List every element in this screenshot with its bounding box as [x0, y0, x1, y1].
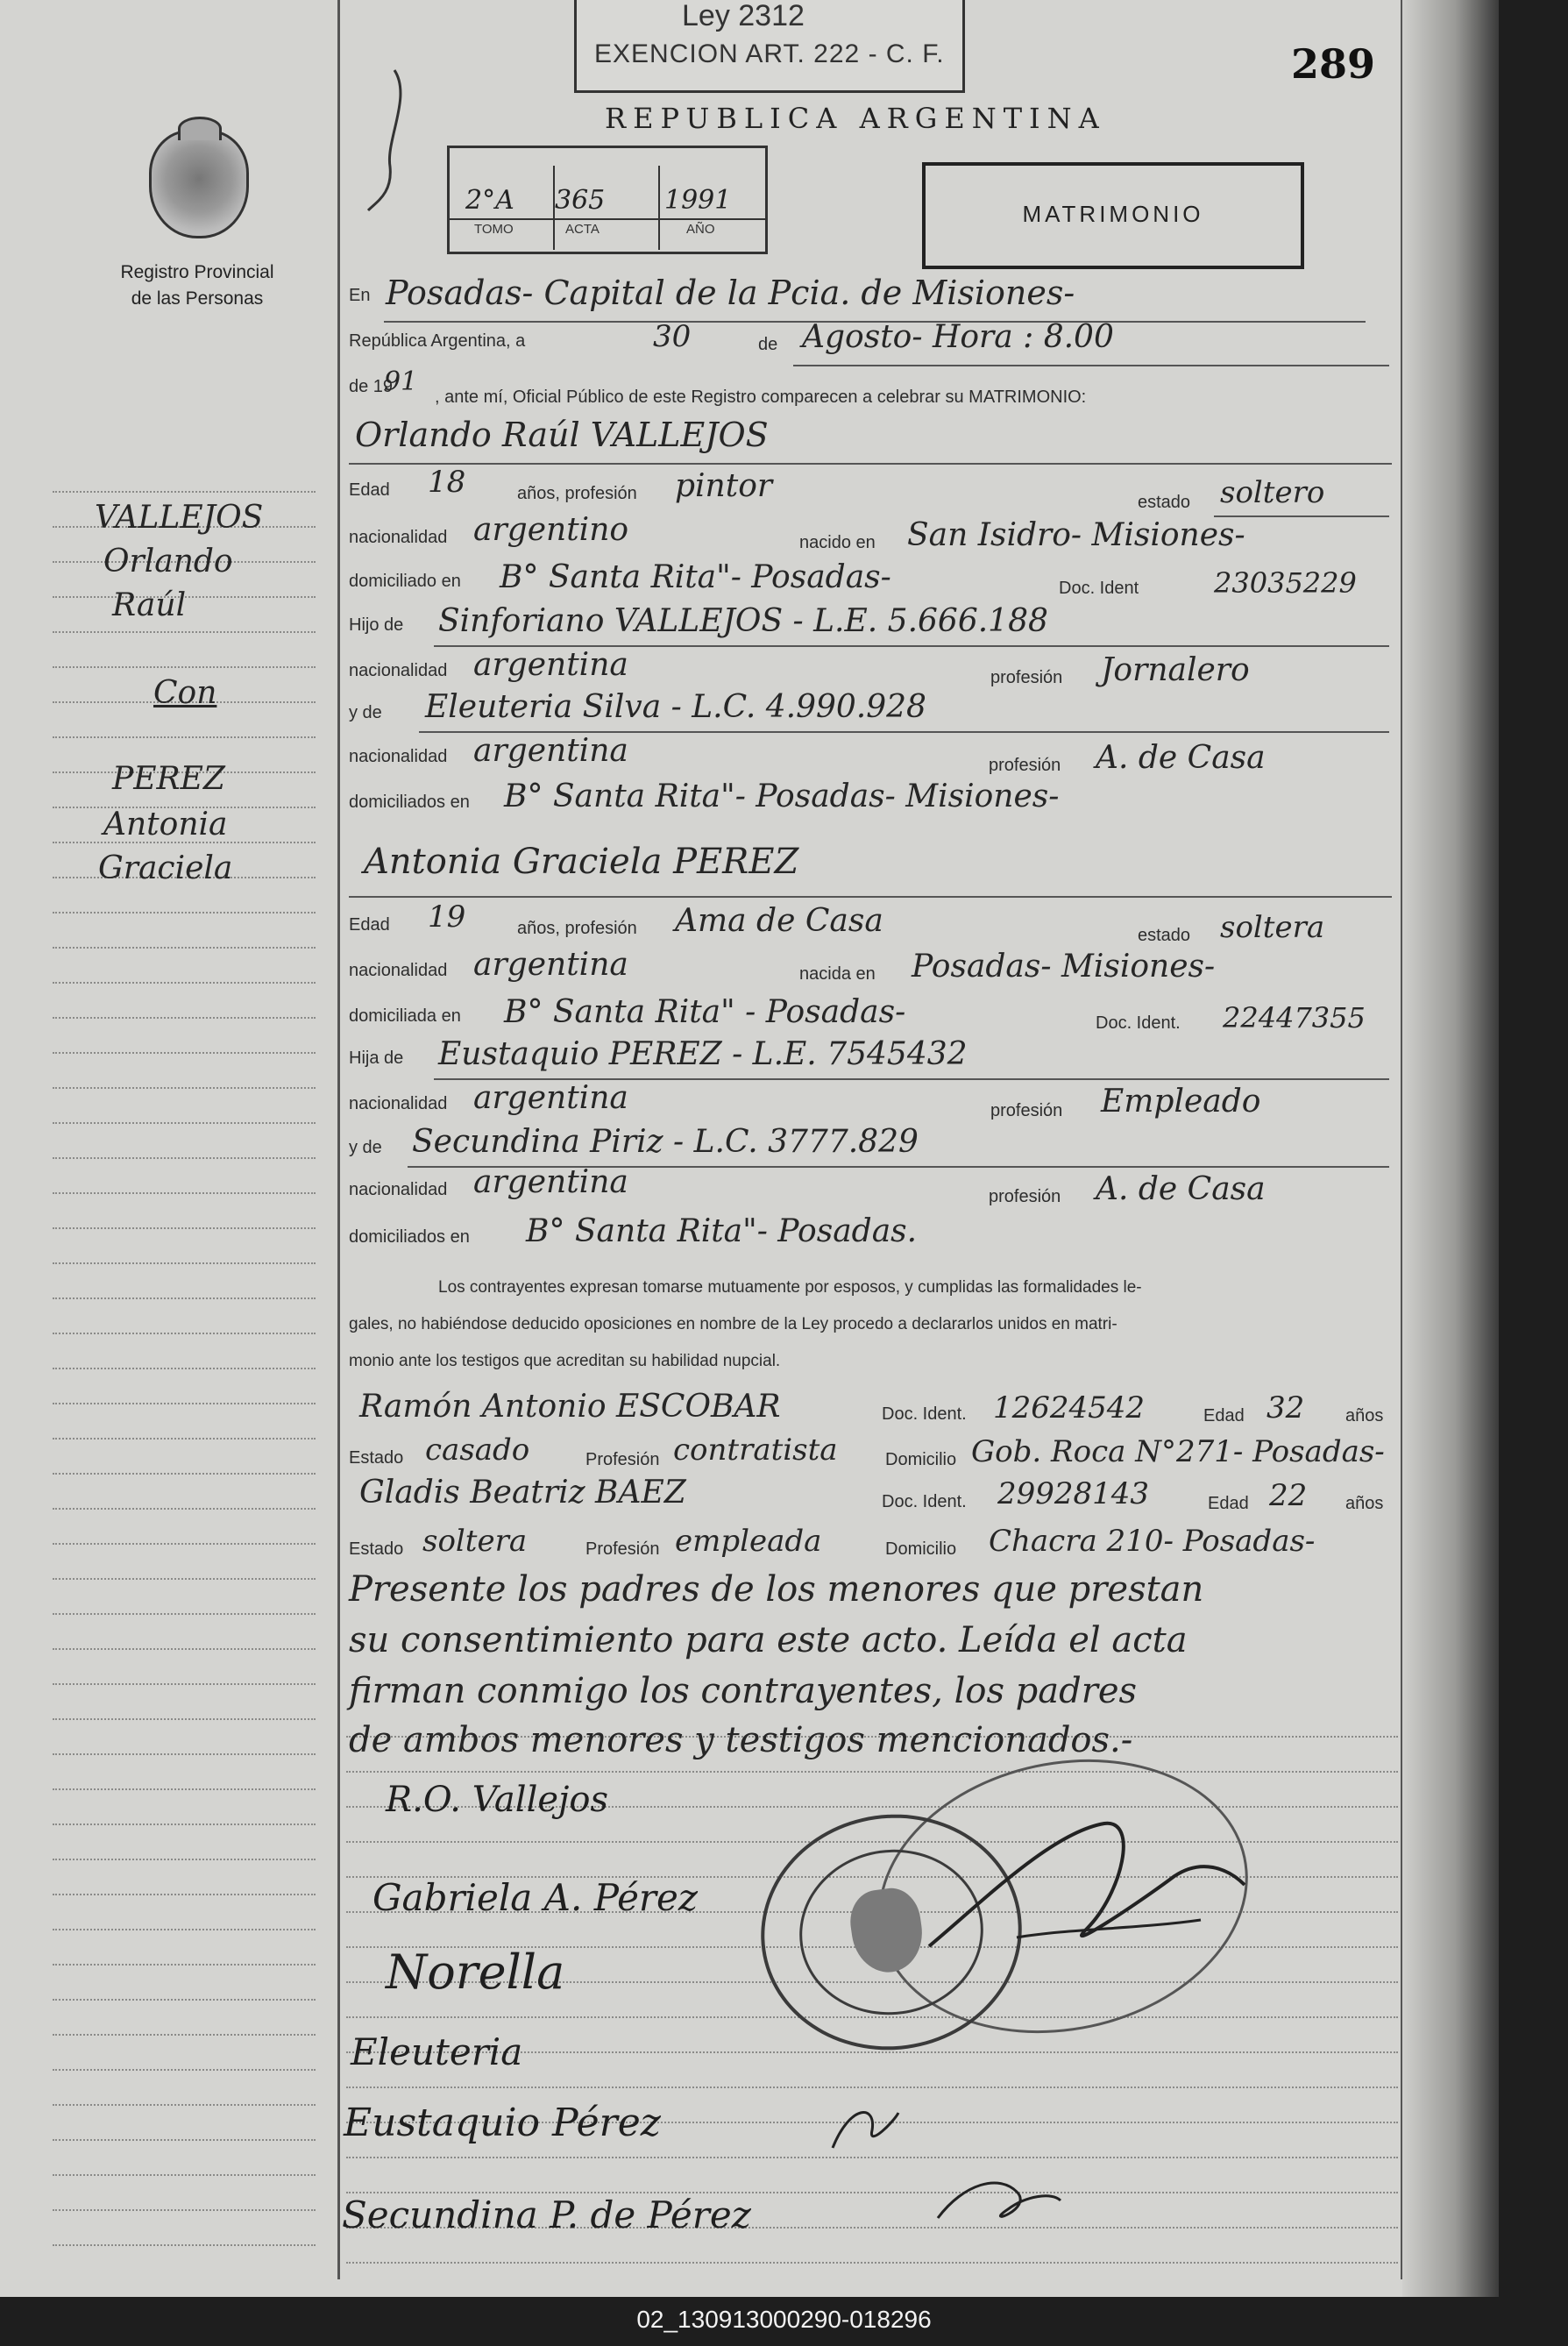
notes-line-1: Presente los padres de los menores que prestan: [349, 1569, 1204, 1610]
bride-doc: 22447355: [1223, 1001, 1366, 1034]
signature-groom: R.O. Vallejos: [386, 1780, 609, 1820]
margin-groom-surname: VALLEJOS: [95, 500, 264, 536]
bride-full-name: Antonia Graciela PEREZ: [364, 842, 799, 882]
acta-value: 365: [555, 185, 606, 216]
bride-address: B° Santa Rita" - Posadas-: [504, 994, 906, 1030]
groom-nationality: argentino: [473, 512, 629, 548]
bride-hija-label: Hija de: [349, 1049, 404, 1068]
witness2-profession: empleada: [675, 1524, 822, 1559]
groom-mother-prof-label: profesión: [989, 756, 1061, 775]
witness1-name: Ramón Antonio ESCOBAR: [359, 1389, 781, 1425]
officer-signature-icon: [912, 1797, 1262, 1990]
groom-age: 18: [428, 465, 466, 500]
right-border-line: [1401, 0, 1402, 2279]
witness1-estado-label: Estado: [349, 1448, 404, 1468]
groom-address: B° Santa Rita"- Posadas-: [500, 559, 891, 595]
witness1-doc-label: Doc. Ident.: [882, 1404, 967, 1424]
witness1-domicilio-label: Domicilio: [885, 1450, 957, 1469]
margin-bride-name1: Antonia: [103, 807, 228, 842]
margin-bride-name2: Graciela: [98, 850, 233, 886]
groom-profesion-label: años, profesión: [517, 484, 637, 503]
groom-mother-nat: argentina: [473, 733, 628, 769]
left-border-line: [337, 0, 340, 2279]
groom-birthplace: San Isidro- Misiones-: [907, 517, 1245, 553]
bride-edad-label: Edad: [349, 915, 390, 935]
de-label: de: [758, 335, 778, 354]
groom-yde-label: y de: [349, 703, 382, 722]
oficial-text: , ante mí, Oficial Público de este Registro comparecen a celebrar su MATRIMONIO:: [435, 387, 1087, 407]
notes-line-3: firman conmigo los contrayentes, los padres: [349, 1671, 1138, 1711]
groom-mother-prof: A. de Casa: [1096, 740, 1266, 776]
bride-domicilio-label: domiciliada en: [349, 1006, 461, 1026]
republic-label: República Argentina, a: [349, 331, 526, 351]
registry-label-line-2: de las Personas: [131, 288, 264, 309]
groom-hijo-label: Hijo de: [349, 615, 404, 635]
bride-father-prof-label: profesión: [990, 1101, 1063, 1120]
tomo-label: TOMO: [474, 222, 514, 237]
groom-domicilio-label: domiciliado en: [349, 572, 461, 591]
groom-edad-label: Edad: [349, 480, 390, 500]
groom-doc: 23035229: [1214, 566, 1357, 600]
bride-nationality: argentina: [473, 947, 628, 983]
page-number: 289: [1291, 40, 1376, 88]
groom-full-name: Orlando Raúl VALLEJOS: [355, 416, 769, 454]
declaration-line-1: Los contrayentes expresan tomarse mutuamente por esposos, y cumplidas las formalidades le-: [438, 1278, 1142, 1297]
en-label: En: [349, 286, 371, 305]
witness2-age: 22: [1269, 1478, 1308, 1513]
witness1-edad-label: Edad: [1203, 1406, 1245, 1425]
groom-estado: soltero: [1220, 475, 1325, 510]
groom-father-nat-label: nacionalidad: [349, 661, 448, 680]
bride-father: Eustaquio PEREZ - L.E. 7545432: [438, 1036, 968, 1072]
witness1-address: Gob. Roca N°271- Posadas-: [971, 1434, 1385, 1469]
witness1-doc: 12624542: [993, 1390, 1146, 1425]
bride-domiciliados-label: domiciliados en: [349, 1227, 470, 1247]
groom-profession: pintor: [675, 468, 773, 504]
bride-profesion-label: años, profesión: [517, 919, 637, 938]
bride-age: 19: [428, 899, 466, 935]
ano-label: AÑO: [686, 222, 715, 237]
initial-signature-icon: [929, 2165, 1069, 2236]
bride-father-nat-label: nacionalidad: [349, 1094, 448, 1113]
groom-father-prof-label: profesión: [990, 668, 1063, 687]
exemption-stamp: [574, 0, 965, 93]
witness2-doc: 29928143: [997, 1476, 1150, 1511]
bride-mother-nat: argentina: [473, 1164, 628, 1200]
witness2-address: Chacra 210- Posadas-: [989, 1524, 1316, 1559]
witness2-profesion-label: Profesión: [585, 1539, 660, 1559]
bride-doc-label: Doc. Ident.: [1096, 1013, 1181, 1033]
groom-nat-label: nacionalidad: [349, 528, 448, 547]
record-type-box: [922, 162, 1304, 269]
year-suffix: 91: [384, 366, 418, 397]
record-number-box: [447, 146, 768, 254]
bride-parents-address: B° Santa Rita"- Posadas.: [526, 1213, 918, 1249]
declaration-line-2: gales, no habiéndose deducido oposiciones en nombre de la Ley procedo a declararlos unidos en matri-: [349, 1315, 1117, 1333]
corner-mark-icon: [359, 61, 429, 219]
notes-line-2: su consentimiento para este acto. Leída el acta: [349, 1620, 1188, 1660]
groom-nacido-label: nacido en: [799, 533, 876, 552]
stamp-line-2: EXENCION ART. 222 - C. F.: [594, 39, 945, 68]
signature-bride-mother: Secundina P. de Pérez: [342, 2193, 751, 2236]
witness2-name: Gladis Beatriz BAEZ: [359, 1475, 686, 1511]
signature-bride: Gabriela A. Pérez: [372, 1876, 698, 1919]
notes-line-4: de ambos menores y testigos mencionados.-: [349, 1720, 1133, 1760]
book-spine: [1402, 0, 1499, 2297]
record-type-label: MATRIMONIO: [1022, 201, 1204, 227]
day-value: 30: [653, 319, 692, 354]
witness2-edad-label: Edad: [1208, 1494, 1249, 1513]
groom-father: Sinforiano VALLEJOS - L.E. 5.666.188: [438, 603, 1048, 639]
bride-nacida-label: nacida en: [799, 964, 876, 984]
initial-mark-icon: [824, 2095, 903, 2157]
groom-mother: Eleuteria Silva - L.C. 4.990.928: [425, 689, 926, 725]
witness2-estado-label: Estado: [349, 1539, 404, 1559]
groom-parents-address: B° Santa Rita"- Posadas- Misiones-: [504, 778, 1060, 814]
bride-birthplace: Posadas- Misiones-: [912, 949, 1216, 985]
provincial-seal-icon: [149, 130, 249, 238]
witness2-estado: soltera: [422, 1524, 528, 1559]
registry-label-line-1: Registro Provincial: [120, 262, 274, 282]
bride-estado-label: estado: [1138, 926, 1191, 945]
groom-father-nat: argentina: [473, 647, 628, 683]
margin-groom-name1: Orlando: [103, 544, 233, 579]
margin-bride-surname: PEREZ: [112, 761, 225, 797]
republica-heading: REPUBLICA ARGENTINA: [605, 102, 1106, 135]
bride-mother-prof-label: profesión: [989, 1187, 1061, 1206]
registry-label: [96, 259, 298, 312]
margin-con: Con: [153, 675, 217, 711]
groom-father-prof: Jornalero: [1101, 652, 1250, 688]
stamp-line-1: Ley 2312: [682, 0, 805, 32]
bride-nat-label: nacionalidad: [349, 961, 448, 980]
witness1-profession: contratista: [673, 1432, 838, 1468]
witness1-anos-label: años: [1345, 1406, 1384, 1425]
witness1-age: 32: [1266, 1390, 1305, 1425]
groom-estado-label: estado: [1138, 493, 1191, 512]
month-time-value: Agosto- Hora : 8.00: [802, 319, 1114, 355]
groom-domiciliados-label: domiciliados en: [349, 793, 470, 812]
signature-groom-mother: Eleuteria: [351, 2030, 523, 2073]
acta-label: ACTA: [565, 222, 600, 237]
groom-mother-nat-label: nacionalidad: [349, 747, 448, 766]
bride-father-prof: Empleado: [1101, 1084, 1261, 1120]
witness2-domicilio-label: Domicilio: [885, 1539, 957, 1559]
document-id-footer: 02_130913000290-018296: [636, 2306, 932, 2333]
place-value: Posadas- Capital de la Pcia. de Misiones-: [386, 274, 1075, 312]
witness2-doc-label: Doc. Ident.: [882, 1492, 967, 1511]
witness1-estado: casado: [425, 1432, 530, 1468]
groom-doc-label: Doc. Ident: [1059, 579, 1139, 598]
year-prefix: de 19: [349, 377, 394, 396]
witness2-anos-label: años: [1345, 1494, 1384, 1513]
bride-yde-label: y de: [349, 1138, 382, 1157]
bride-mother-nat-label: nacionalidad: [349, 1180, 448, 1199]
ano-value: 1991: [664, 185, 732, 216]
bride-mother-prof: A. de Casa: [1096, 1171, 1266, 1207]
signature-witness: Norella: [386, 1944, 565, 2000]
bride-estado: soltera: [1220, 910, 1325, 945]
declaration-line-3: monio ante los testigos que acreditan su habilidad nupcial.: [349, 1352, 781, 1370]
tomo-value: 2°A: [465, 185, 514, 216]
witness1-profesion-label: Profesión: [585, 1450, 660, 1469]
bride-mother: Secundina Piriz - L.C. 3777.829: [412, 1124, 919, 1160]
margin-groom-name2: Raúl: [112, 587, 187, 623]
bride-profession: Ama de Casa: [675, 903, 883, 939]
bride-father-nat: argentina: [473, 1080, 628, 1116]
signature-bride-father: Eustaquio Pérez: [344, 2101, 661, 2145]
